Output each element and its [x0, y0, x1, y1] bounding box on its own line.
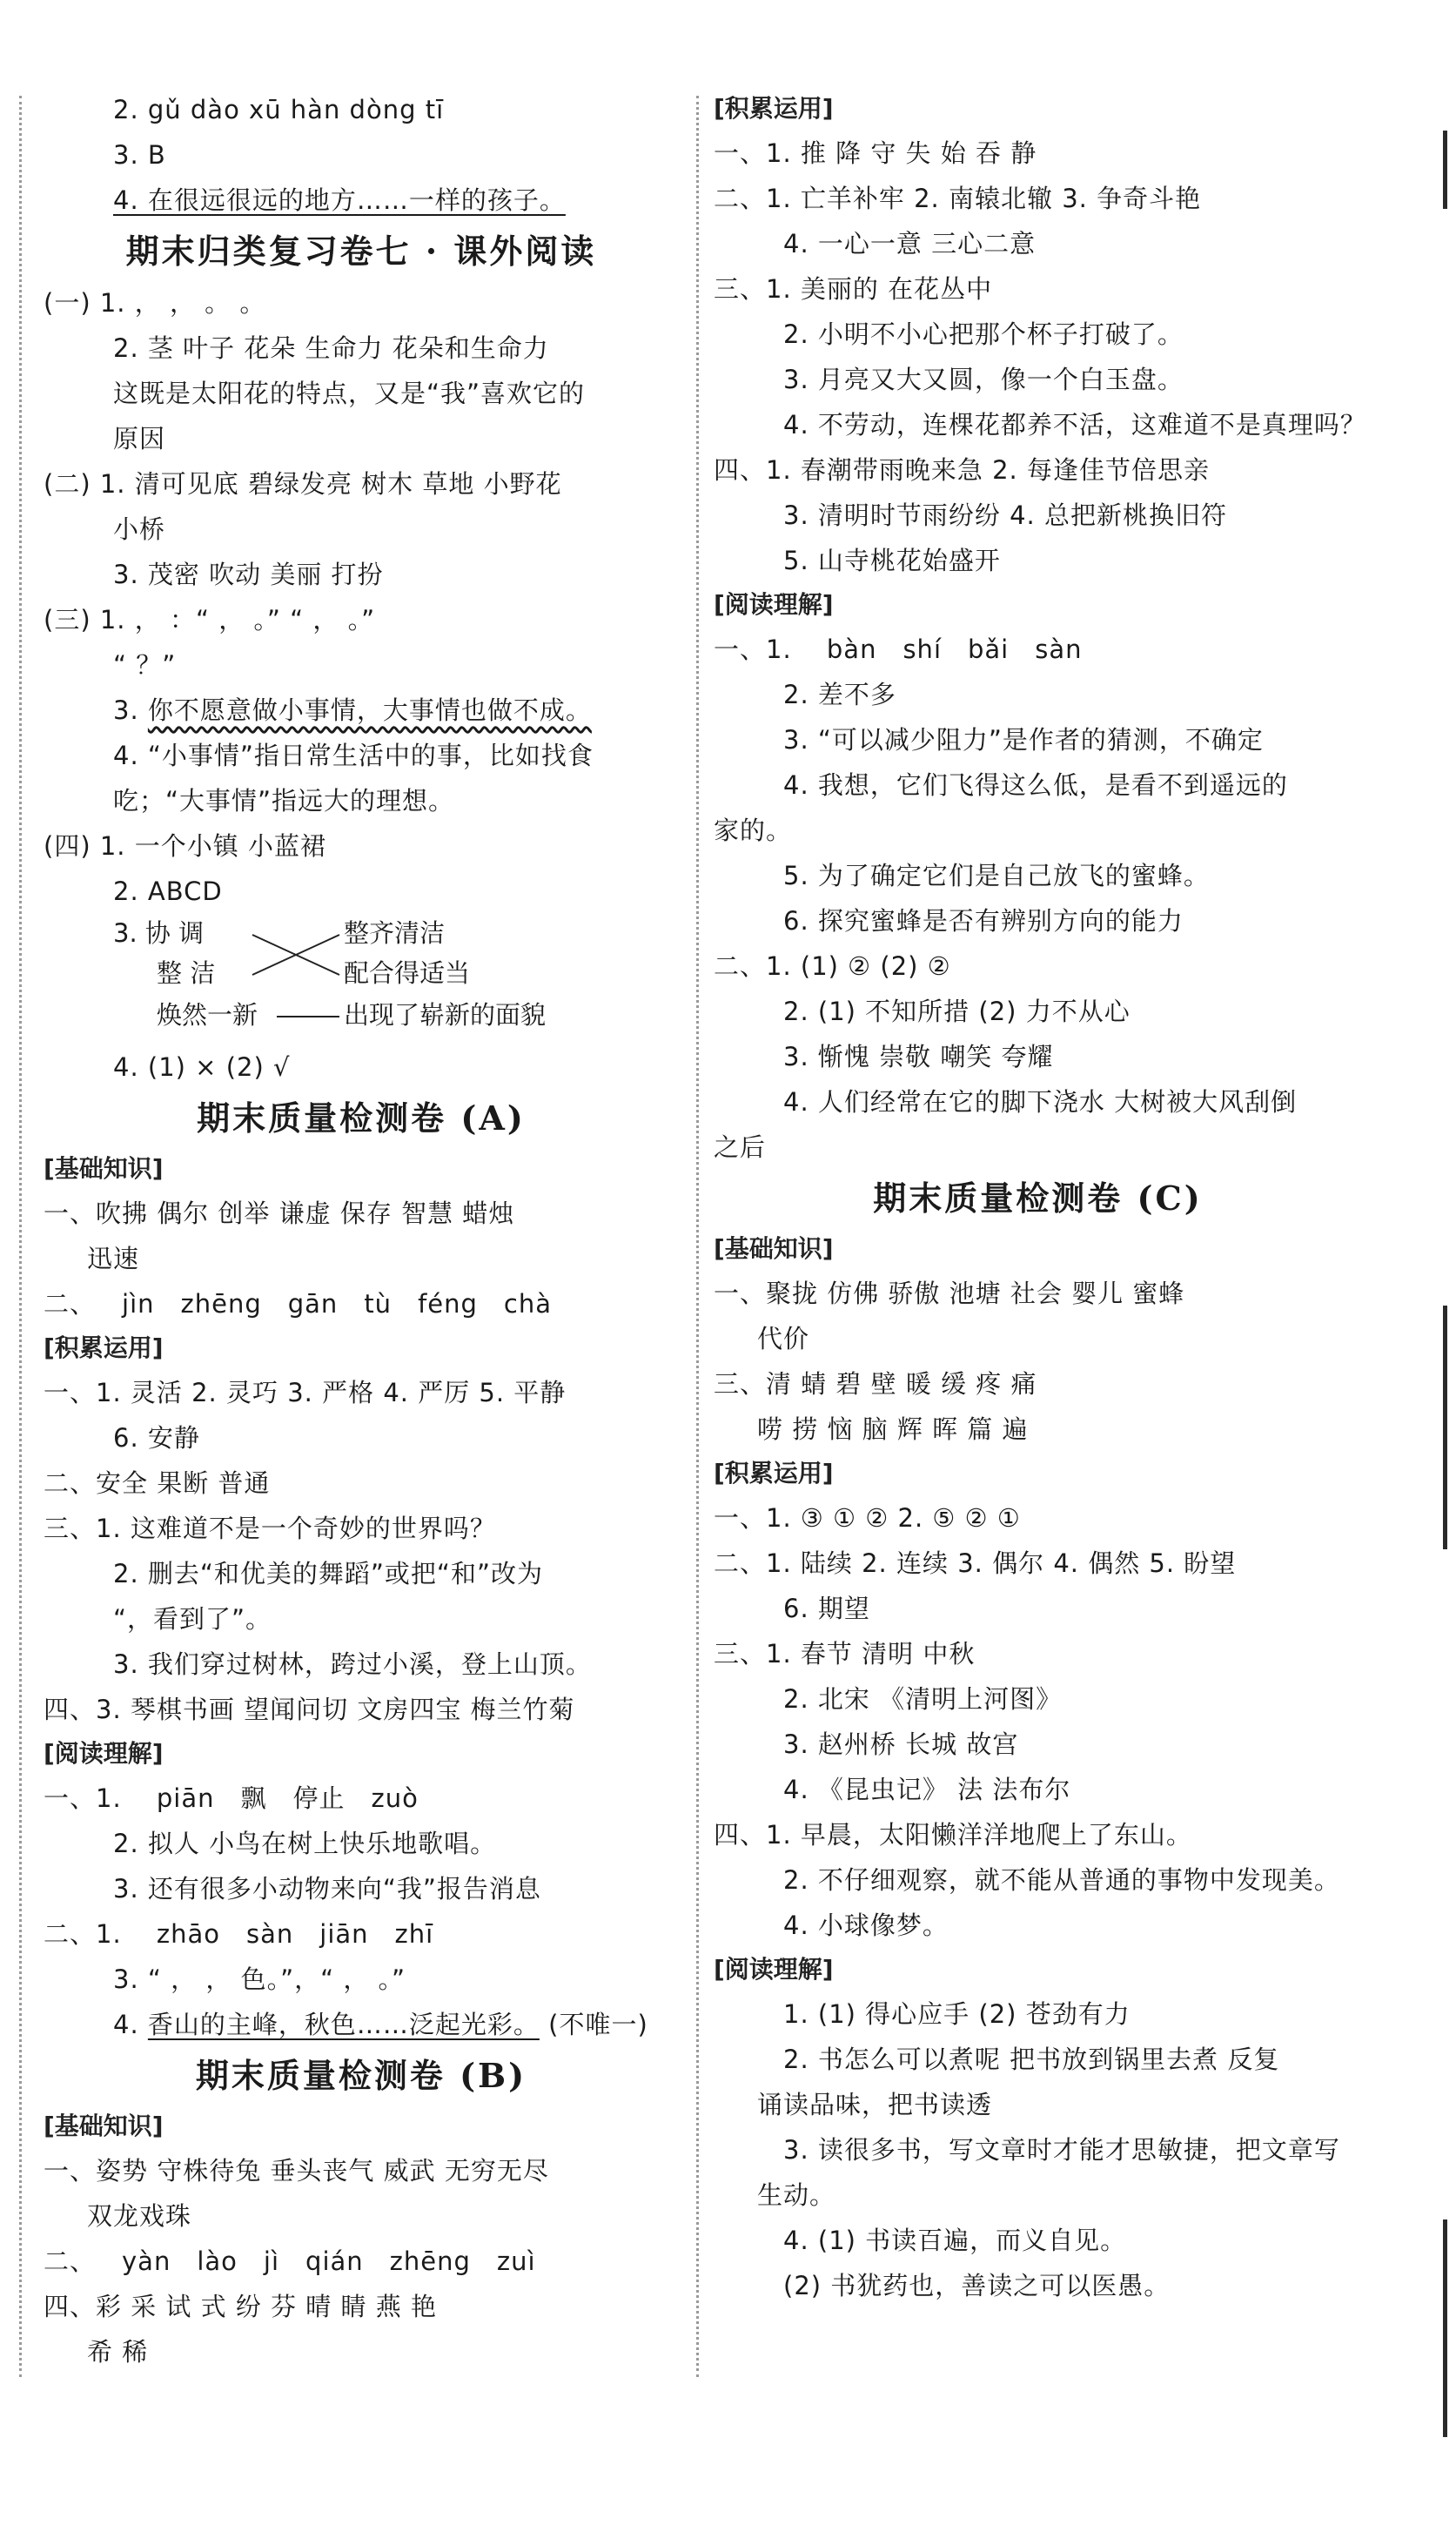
answer-line: 希 稀	[87, 2337, 149, 2367]
answer-line: 二、1. 陆续 2. 连续 3. 偶尔 4. 偶然 5. 盼望	[714, 1548, 1237, 1578]
subsection-heading: [阅读理解]	[714, 590, 834, 619]
answer-line: 4. “小事情”指日常生活中的事，比如找食	[113, 741, 594, 770]
answer-line: 2. 删去“和优美的舞蹈”或把“和”改为	[113, 1559, 543, 1588]
answer-line: 3. 还有很多小动物来向“我”报告消息	[113, 1874, 541, 1904]
answer-line: 4. 《昆虫记》 法 法布尔	[783, 1775, 1071, 1804]
answer-line: 3. 月亮又大又圆，像一个白玉盘。	[783, 365, 1184, 394]
answer-line	[44, 178, 679, 223]
item-number: 4.	[113, 2010, 148, 2039]
answer-line: 双龙戏珠	[87, 2201, 192, 2231]
answer-line: 一、1. ③ ① ② 2. ⑤ ② ①	[714, 1503, 1021, 1533]
item-number: 二、1.	[44, 1919, 131, 1949]
answer-line: (三) 1. ， ：“ ， 。” “ ， 。”	[44, 605, 376, 635]
answer-line: 6. 探究蜜蜂是否有辨别方向的能力	[783, 906, 1184, 936]
answer-line: 一、1. 推 降 守 失 始 吞 静	[714, 138, 1037, 168]
pinyin: gān	[287, 1289, 339, 1319]
match-left-1: 3. 协 调	[113, 918, 205, 948]
pinyin-line	[44, 1281, 679, 1326]
pinyin: jì	[263, 2246, 280, 2276]
scan-edge-mark	[1443, 131, 1447, 209]
answer-line: 4. 不劳动，连棵花都养不活，这难道不是真理吗？	[783, 410, 1366, 440]
answer-line: 2. 茎 叶子 花朵 生命力 花朵和生命力	[113, 333, 549, 363]
answer-line: 2. gǔ dào xū hàn dòng tī	[113, 95, 445, 124]
subsection-heading: [积累运用]	[714, 94, 834, 123]
answer-line: 三、1. 春节 清明 中秋	[714, 1639, 976, 1669]
subsection-heading: [基础知识]	[44, 1154, 164, 1183]
answer-line: 2. 拟人 小鸟在树上快乐地歌唱。	[113, 1829, 497, 1858]
answer-line: 四、1. 春潮带雨晚来急 2. 每逢佳节倍思亲	[714, 455, 1210, 485]
pinyin: zhēng	[389, 2246, 471, 2276]
answer-line: 唠 捞 恼 脑 辉 晖 篇 遍	[757, 1414, 1029, 1444]
answer-line: (四) 1. 一个小镇 小蓝裙	[44, 831, 326, 861]
answer-line: 一、姿势 守株待兔 垂头丧气 威武 无穷无尽	[44, 2156, 549, 2186]
answer-line: 原因	[113, 424, 166, 453]
answer-line: 3. 清明时节雨纷纷 4. 总把新桃换旧符	[783, 500, 1227, 530]
pinyin: jìn	[122, 1289, 155, 1319]
pinyin-line	[44, 1911, 679, 1957]
pinyin: shí	[902, 635, 942, 664]
match-right-1: 整齐清洁	[344, 918, 446, 948]
answer-line: 生动。	[757, 2180, 836, 2210]
underlined-answer: 4. 在很远很远的地方……一样的孩子。	[113, 185, 566, 215]
answer-line: 诵读品味，把书读透	[757, 2090, 993, 2119]
answer-line: 三、1. 这难道不是一个奇妙的世界吗？	[44, 1514, 496, 1543]
pinyin-line	[44, 2239, 679, 2284]
left-dotted-border	[19, 96, 22, 2377]
left-column	[44, 87, 679, 2374]
section-title-a: 期末质量检测卷 (A)	[197, 1098, 526, 1138]
pinyin: bǎi	[968, 635, 1010, 664]
answer-item: zuò	[371, 1783, 419, 1813]
answer-line: 4. (1) 书读百遍，而义自见。	[783, 2226, 1127, 2255]
answer-line: “，看到了”。	[113, 1604, 272, 1634]
subsection-heading: [阅读理解]	[44, 1739, 164, 1768]
underlined-answer: 香山的主峰，秋色……泛起光彩。	[147, 2010, 540, 2039]
answer-line: 4. 小球像梦。	[783, 1911, 949, 1940]
answer-line: 2. 差不多	[783, 680, 896, 709]
answer-line: 6. 期望	[783, 1594, 870, 1623]
answer-line: 4. (1) × (2) √	[113, 1052, 291, 1082]
answer-line: 四、3. 琴棋书画 望闻问切 文房四宝 梅兰竹菊	[44, 1695, 575, 1724]
column-divider	[696, 96, 699, 2377]
pinyin: chà	[503, 1289, 553, 1319]
answer-line: 2. 小明不小心把那个杯子打破了。	[783, 319, 1184, 349]
pinyin: sàn	[246, 1919, 294, 1949]
section-title-c: 期末质量检测卷 (C)	[873, 1179, 1203, 1218]
answer-line: 1. (1) 得心应手 (2) 苍劲有力	[783, 1999, 1131, 2029]
answer-line: 3. 茂密 吹动 美丽 打扮	[113, 560, 384, 589]
pinyin: jiān	[319, 1919, 369, 1949]
item-number: 二、	[44, 1289, 97, 1319]
subsection-heading: [积累运用]	[44, 1333, 164, 1362]
answer-line: 3. “ ， ， 色。”，“ ， 。”	[113, 1964, 406, 1994]
answer-line	[44, 1776, 679, 1821]
answer-line: 这既是太阳花的特点，又是“我”喜欢它的	[113, 379, 586, 408]
answer-line: 二、安全 果断 普通	[44, 1468, 271, 1498]
answer-line: 6. 安静	[113, 1423, 200, 1453]
match-left-3: 焕然一新	[157, 1000, 258, 1030]
answer-item: piān	[156, 1783, 215, 1813]
answer-line: 3. 惭愧 崇敬 嘲笑 夸耀	[783, 1042, 1054, 1071]
subsection-heading: [阅读理解]	[714, 1955, 834, 1984]
subsection-heading: [积累运用]	[714, 1459, 834, 1487]
answer-line: 4. 我想，它们飞得这么低，是看不到遥远的	[783, 770, 1288, 800]
pinyin: zhāo	[156, 1919, 221, 1949]
answer-line	[44, 2002, 679, 2047]
item-number: 一、1.	[714, 635, 801, 664]
subsection-heading: [基础知识]	[714, 1234, 834, 1263]
match-left-2: 整 洁	[157, 958, 216, 988]
answer-line: 二、1. 亡羊补牢 2. 南辕北辙 3. 争奇斗艳	[714, 184, 1202, 213]
answer-line: 之后	[714, 1132, 767, 1162]
answer-line: 迅速	[87, 1244, 140, 1273]
pinyin: bàn	[826, 635, 877, 664]
answer-line: 5. 为了确定它们是自己放飞的蜜蜂。	[783, 861, 1210, 890]
pinyin: qián	[305, 2246, 364, 2276]
answer-item: 飘	[240, 1783, 267, 1813]
answer-line: 5. 山寺桃花始盛开	[783, 546, 1001, 575]
answer-line: 3. “可以减少阻力”是作者的猜测，不确定	[783, 725, 1264, 755]
subsection-heading: [基础知识]	[44, 2112, 164, 2140]
answer-line: (二) 1. 清可见底 碧绿发亮 树木 草地 小野花	[44, 469, 562, 499]
answer-line: 吃；“大事情”指远大的理想。	[113, 786, 455, 816]
answer-line: 四、彩 采 试 式 纷 芬 晴 睛 燕 艳	[44, 2292, 437, 2321]
pinyin: zuì	[496, 2246, 536, 2276]
right-column	[714, 87, 1366, 2308]
answer-line: 代价	[757, 1324, 810, 1353]
answer-line: 一、吹拂 偶尔 创举 谦虚 保存 智慧 蜡烛	[44, 1199, 515, 1228]
item-number: 3.	[113, 695, 148, 725]
scan-edge-mark	[1443, 2219, 1447, 2437]
answer-line: (2) 书犹药也，善读之可以医愚。	[783, 2271, 1171, 2300]
answer-line: 3. 读很多书，写文章时才能才思敏捷，把文章写	[783, 2135, 1340, 2165]
answer-line: 2. (1) 不知所措 (2) 力不从心	[783, 997, 1131, 1026]
pinyin: sàn	[1035, 635, 1083, 664]
answer-line	[44, 688, 679, 733]
answer-line: 3. 我们穿过树林，跨过小溪，登上山顶。	[113, 1649, 592, 1679]
matching-exercise	[44, 914, 679, 1044]
section-title-b: 期末质量检测卷 (B)	[195, 2056, 527, 2095]
answer-line: 3. 赵州桥 长城 故宫	[783, 1729, 1019, 1759]
answer-line: 三、清 蜻 碧 壁 暖 缓 疼 痛	[714, 1369, 1037, 1399]
answer-line: 2. 北宋 《清明上河图》	[783, 1684, 1063, 1714]
pinyin: zhī	[394, 1919, 434, 1949]
answer-item: 停止	[292, 1783, 346, 1813]
answer-line: 四、1. 早晨，太阳懒洋洋地爬上了东山。	[714, 1820, 1192, 1850]
wavy-underlined-answer: 你不愿意做小事情，大事情也做不成。	[147, 695, 592, 725]
pinyin: yàn	[122, 2246, 171, 2276]
answer-line: 2. 不仔细观察，就不能从普通的事物中发现美。	[783, 1865, 1340, 1895]
section-title-7: 期末归类复习卷七 · 课外阅读	[125, 232, 597, 271]
answer-line: 家的。	[714, 816, 793, 845]
pinyin-line	[714, 627, 1362, 672]
answer-line: “ ？”	[113, 650, 177, 680]
pinyin: féng	[418, 1289, 478, 1319]
pinyin: zhēng	[180, 1289, 262, 1319]
answer-line: 2. 书怎么可以煮呢 把书放到锅里去煮 反复	[783, 2045, 1280, 2074]
answer-line: 4. 一心一意 三心二意	[783, 229, 1037, 259]
item-number: 二、	[44, 2246, 97, 2276]
pinyin: lào	[197, 2246, 238, 2276]
match-right-2: 配合得适当	[344, 958, 471, 988]
scan-edge-mark	[1443, 1306, 1447, 1549]
pinyin: tù	[364, 1289, 393, 1319]
answer-line: (一) 1. ， ， 。 。	[44, 288, 266, 318]
answer-line: 2. ABCD	[113, 876, 223, 906]
answer-line: 二、1. (1) ② (2) ②	[714, 951, 951, 981]
answer-line: 3. B	[113, 140, 166, 170]
answer-line: 小桥	[113, 514, 166, 544]
answer-line: 三、1. 美丽的 在花丛中	[714, 274, 993, 304]
answer-line: 一、1. 灵活 2. 灵巧 3. 严格 4. 严厉 5. 平静	[44, 1378, 567, 1407]
answer-line: 一、聚拢 仿佛 骄傲 池塘 社会 婴儿 蜜蜂	[714, 1279, 1185, 1308]
item-number: 一、1.	[44, 1783, 131, 1813]
match-right-3: 出现了崭新的面貌	[344, 1000, 547, 1030]
note: (不唯一)	[548, 2010, 648, 2039]
answer-line: 4. 人们经常在它的脚下浇水 大树被大风刮倒	[783, 1087, 1298, 1117]
